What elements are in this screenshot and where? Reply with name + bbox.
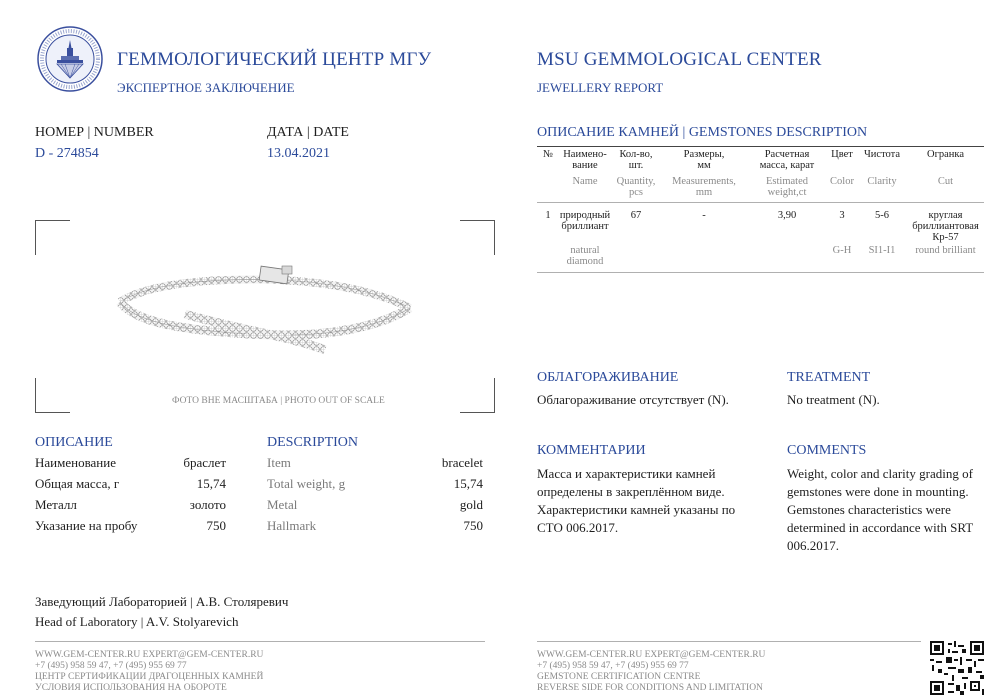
field-value: браслет [183, 455, 226, 470]
description-row-hallmark [35, 518, 226, 539]
description-list-en [267, 455, 483, 539]
cell-name: природный бриллиант [559, 210, 611, 232]
description-row-metal [35, 497, 226, 518]
description-row-weight [35, 476, 226, 497]
footer-rule-right [537, 641, 921, 642]
col-header-cut: Огранка [926, 149, 965, 160]
table-header-en [537, 176, 984, 205]
cell-clarity: 5-6 [875, 210, 889, 221]
qr-code-icon[interactable] [930, 641, 984, 695]
footer-contacts-left [35, 650, 263, 694]
table-header-ru [537, 149, 984, 176]
footer-phone: +7 (495) 958 59 47, +7 (495) 955 69 77 [35, 661, 187, 671]
cell-cut: круглая бриллиантовая Кр-57 [912, 210, 979, 243]
comments-heading-ru: КОММЕНТАРИИ [537, 443, 646, 458]
description-row-item [35, 455, 226, 476]
field-label: Total weight, g [267, 476, 346, 491]
description-row-hallmark [267, 518, 483, 539]
field-value: золото [189, 497, 226, 512]
photo-frame-corner-br [460, 378, 495, 413]
col-header-size-en: Measurements, mm [672, 176, 736, 198]
head-of-lab-ru: Заведующий Лабораторией | А.В. Столяревич [35, 594, 289, 609]
report-type-en: JEWELLERY REPORT [537, 80, 664, 95]
footer-terms: УСЛОВИЯ ИСПОЛЬЗОВАНИЯ НА ОБОРОТЕ [35, 683, 227, 693]
photo-caption: ФОТО ВНЕ МАСШТАБА | PHOTO OUT OF SCALE [172, 396, 385, 406]
field-label: Наименование [35, 455, 116, 470]
field-value: 15,74 [453, 476, 483, 491]
table-top-rule [537, 146, 984, 147]
footer-phone: +7 (495) 958 59 47, +7 (495) 955 69 77 [537, 661, 689, 671]
cell-size: - [702, 210, 706, 221]
photo-frame-corner-tr [460, 220, 495, 255]
table-row [537, 205, 984, 245]
footer-web: WWW.GEM-CENTER.RU EXPERT@GEM-CENTER.RU [35, 650, 264, 660]
field-label: Металл [35, 497, 77, 512]
field-value: 750 [206, 518, 226, 533]
description-row-item [267, 455, 483, 476]
field-value: gold [459, 497, 483, 512]
cell-weight-en [747, 245, 827, 271]
number-label: НОМЕР | NUMBER [35, 125, 154, 140]
comments-heading-en: COMMENTS [787, 443, 867, 458]
comments-text-en: Weight, color and clarity grading of gemstones were done in mounting. Gemstones characteristics were determined in accordance with SRT 006.2017. [787, 466, 973, 553]
head-of-lab-en: Head of Laboratory | A.V. Stolyarevich [35, 614, 239, 629]
gemstones-table [537, 149, 984, 271]
col-header-name: Наимено- вание [563, 149, 607, 171]
cell-num-en [537, 245, 559, 271]
report-date: 13.04.2021 [267, 146, 330, 161]
footer-web: WWW.GEM-CENTER.RU EXPERT@GEM-CENTER.RU [537, 650, 766, 660]
cell-num: 1 [545, 210, 551, 221]
report-type-ru: ЭКСПЕРТНОЕ ЗАКЛЮЧЕНИЕ [117, 80, 295, 95]
field-value: 750 [463, 518, 483, 533]
gemstones-heading: ОПИСАНИЕ КАМНЕЙ | GEMSTONES DESCRIPTION [537, 125, 868, 140]
photo-frame-corner-bl [35, 378, 70, 413]
field-label: Указание на пробу [35, 518, 138, 533]
col-header-qty: Кол-во, шт. [619, 149, 653, 171]
treatment-text-en: No treatment (N). [787, 392, 880, 407]
table-row-en [537, 245, 984, 271]
cell-name-en: natural diamond [566, 245, 604, 267]
col-header-clarity: Чистота [863, 149, 901, 160]
col-header-color: Цвет [831, 149, 853, 160]
cell-qty-en [611, 245, 661, 271]
report-number: D - 274854 [35, 146, 99, 161]
footer-terms: REVERSE SIDE FOR CONDITIONS AND LIMITATION [537, 683, 763, 693]
description-heading-en: DESCRIPTION [267, 435, 359, 450]
field-label: Metal [267, 497, 298, 512]
col-header-num-en [537, 176, 559, 205]
photo-frame-corner-tl [35, 220, 70, 255]
cell-clarity-en: SI1-I1 [868, 245, 896, 256]
footer-rule-left [35, 641, 485, 642]
description-row-weight [267, 476, 483, 497]
field-label: Item [267, 455, 291, 470]
col-header-weight: Расчетная масса, карат [759, 149, 815, 171]
footer-center-name: ЦЕНТР СЕРТИФИКАЦИИ ДРАГОЦЕННЫХ КАМНЕЙ [35, 672, 264, 682]
lab-title-en: MSU GEMMOLOGICAL CENTER [537, 49, 822, 70]
field-value: bracelet [441, 455, 483, 470]
footer-contacts-right [537, 650, 765, 694]
description-row-metal [267, 497, 483, 518]
date-label: ДАТА | DATE [267, 125, 349, 140]
field-value: 15,74 [196, 476, 226, 491]
treatment-heading-ru: ОБЛАГОРАЖИВАНИЕ [537, 370, 679, 385]
table-bottom-rule [537, 272, 984, 273]
col-header-color-en: Color [830, 176, 854, 187]
comments-text-ru: Масса и характеристики камней определены в закреплённом виде. Характеристики камней указаны по СТО 006.2017. [537, 466, 736, 535]
lab-title-ru: ГЕММОЛОГИЧЕСКИЙ ЦЕНТР МГУ [117, 49, 432, 70]
treatment-heading-en: TREATMENT [787, 370, 871, 385]
bracelet-photo [110, 262, 420, 362]
treatment-text-ru: Облагораживание отсутствует (N). [537, 392, 729, 407]
col-header-qty-en: Quantity, pcs [616, 176, 656, 198]
cell-cut-en: round brilliant [915, 245, 976, 256]
col-header-cut-en: Cut [937, 176, 954, 187]
col-header-clarity-en: Clarity [867, 176, 897, 187]
description-heading-ru: ОПИСАНИЕ [35, 435, 113, 450]
msu-emblem-logo [37, 26, 103, 92]
field-label: Общая масса, г [35, 476, 120, 491]
cell-color: 3 [839, 210, 845, 221]
footer-center-name: GEMSTONE CERTIFICATION CENTRE [537, 672, 701, 682]
col-header-name-en: Name [572, 176, 598, 187]
description-list-ru [35, 455, 226, 539]
col-header-weight-en: Estimated weight,ct [766, 176, 808, 198]
cell-size-en [661, 245, 747, 271]
cell-qty: 67 [630, 210, 642, 221]
col-header-size: Размеры, мм [683, 149, 725, 171]
cell-weight: 3,90 [777, 210, 797, 221]
field-label: Hallmark [267, 518, 317, 533]
cell-color-en: G-H [832, 245, 852, 256]
col-header-num: № [542, 149, 554, 160]
